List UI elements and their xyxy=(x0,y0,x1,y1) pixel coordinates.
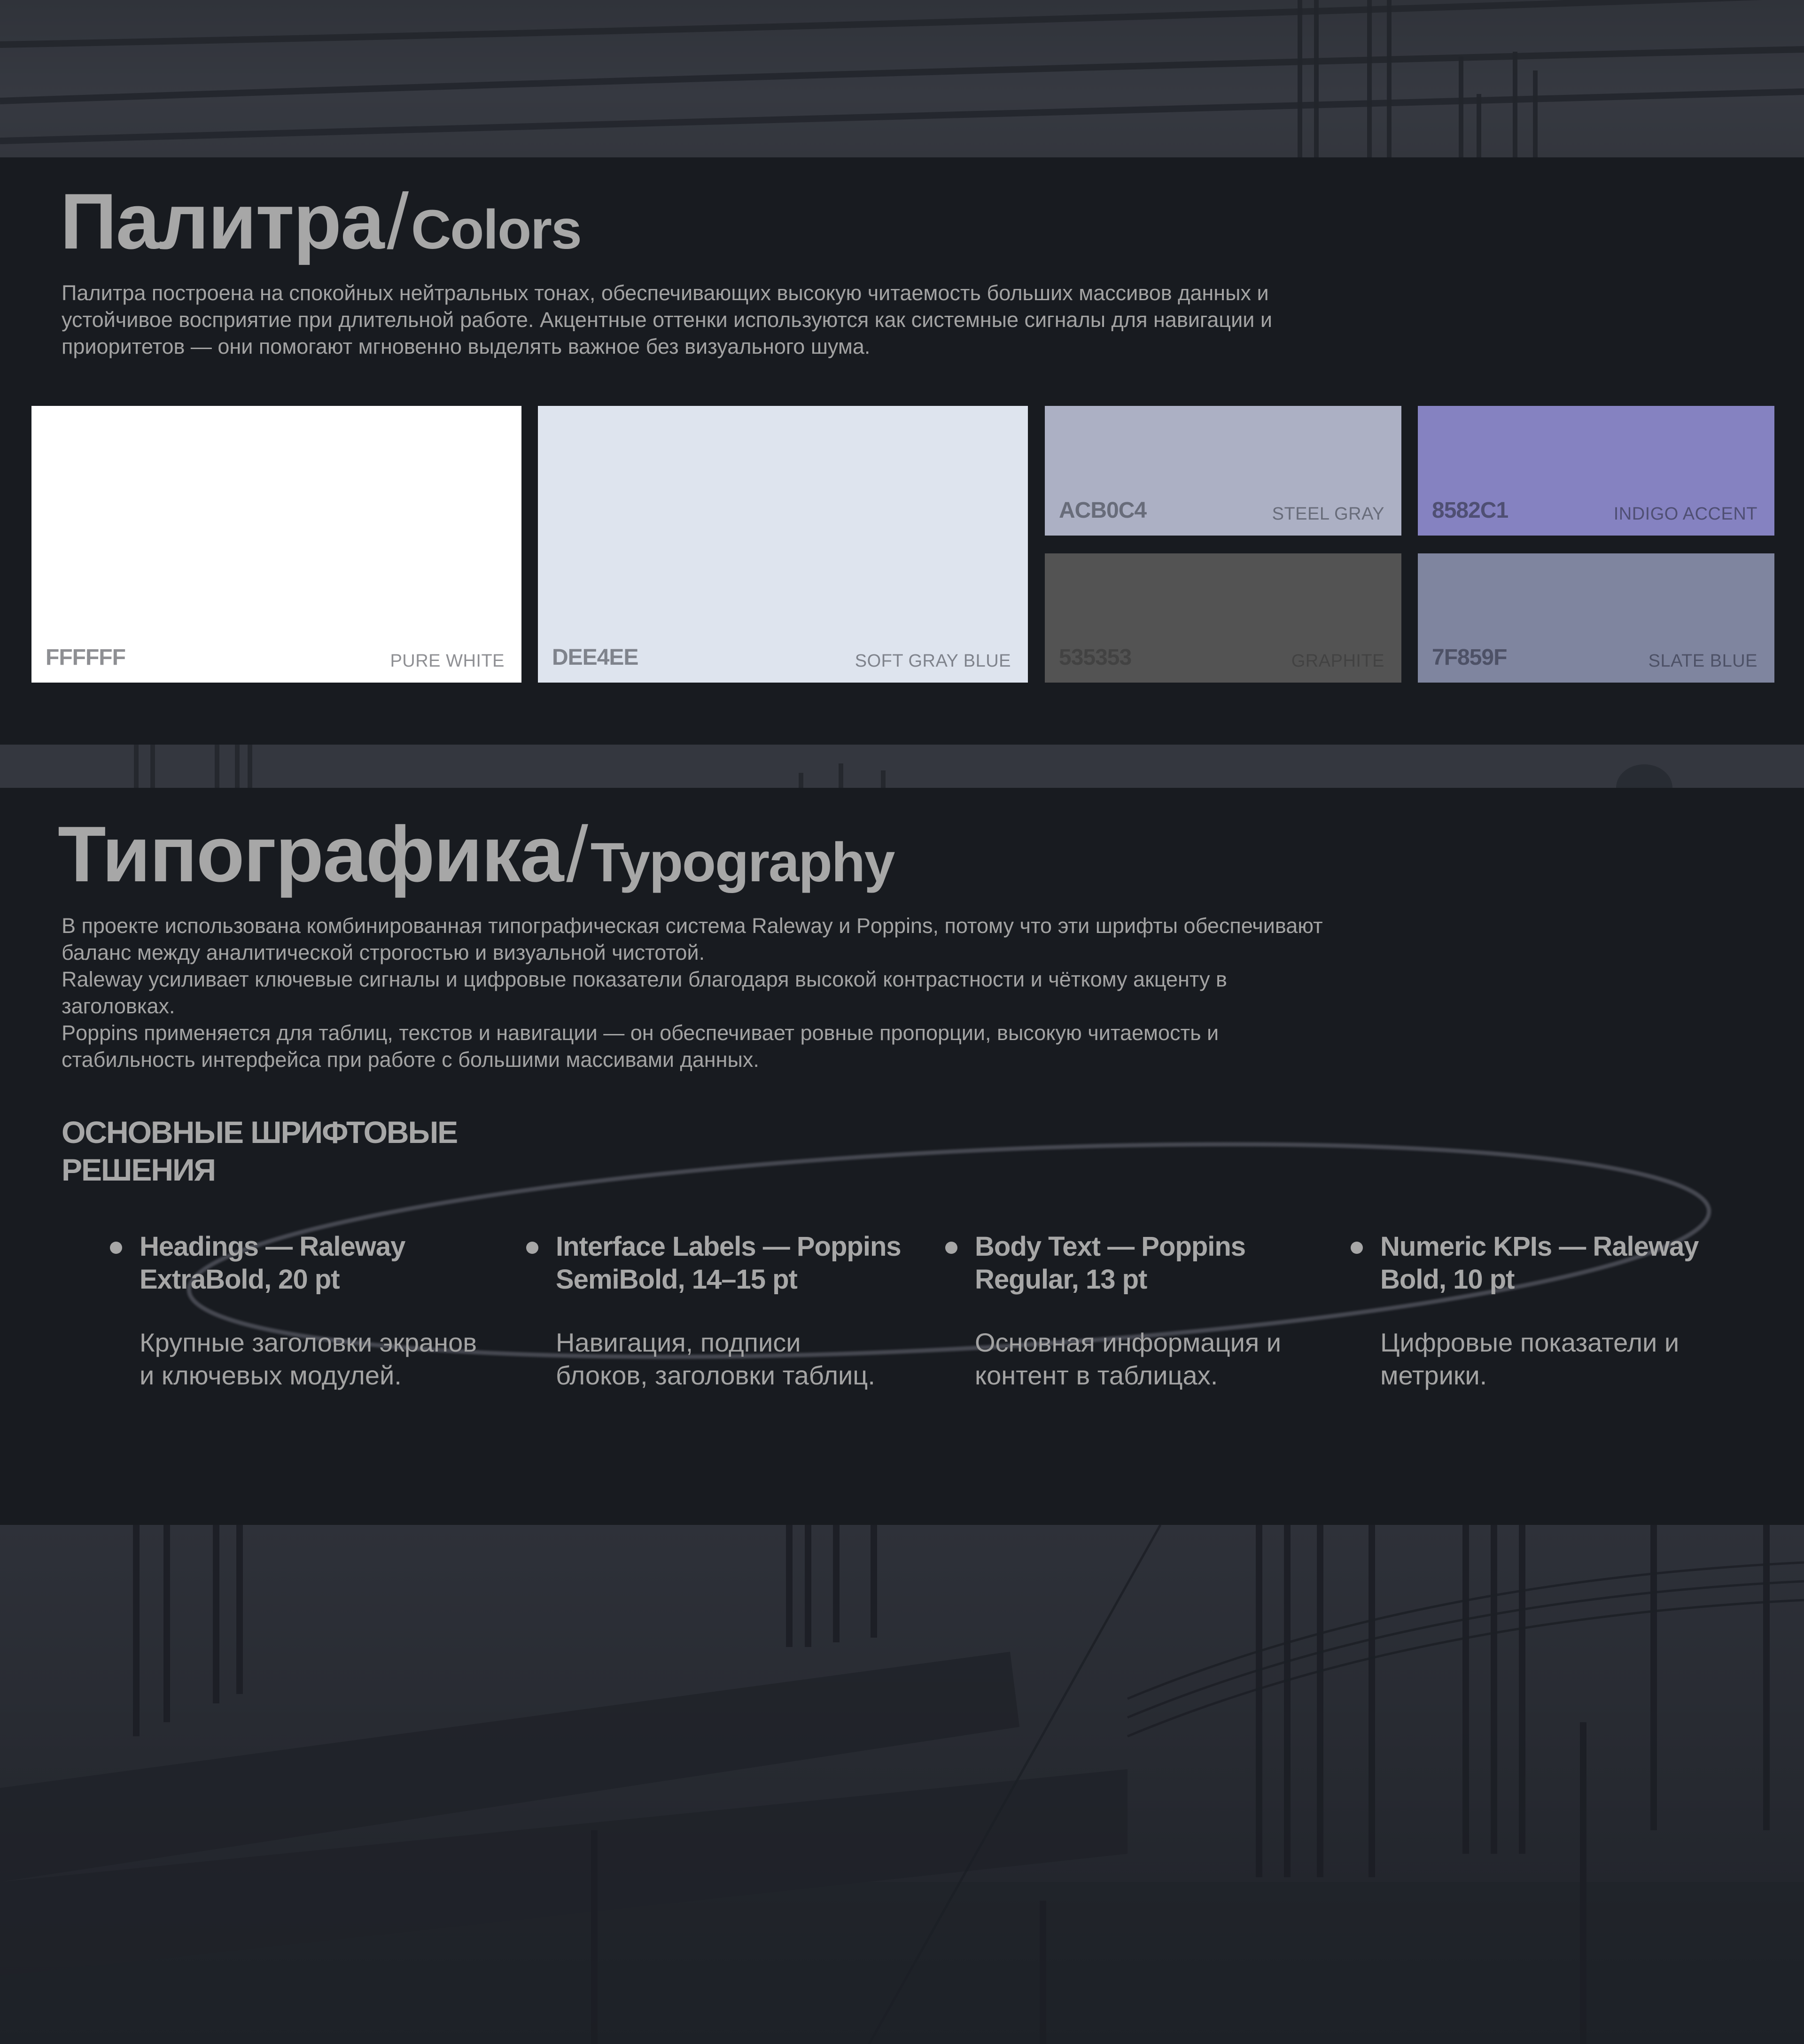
feature-title-line: Numeric KPIs — Raleway xyxy=(1380,1231,1699,1262)
background-photo-top xyxy=(0,0,1804,157)
feature-title-line: Body Text — Poppins xyxy=(975,1231,1246,1262)
feature-desc-line: блоков, заголовки таблиц. xyxy=(556,1360,875,1390)
typography-title-ru: Типографика xyxy=(58,810,563,898)
bullet-icon xyxy=(110,1242,122,1254)
swatch-hex: DEE4EE xyxy=(552,645,638,670)
subheading-line: ОСНОВНЫЕ ШРИФТОВЫЕ xyxy=(62,1115,458,1150)
background-photo-strip xyxy=(0,745,1804,788)
feature-desc-line: метрики. xyxy=(1380,1360,1487,1390)
typography-title xyxy=(58,809,894,900)
feature-description xyxy=(556,1326,932,1392)
feature-title xyxy=(975,1230,1351,1296)
scaffold-silhouette-icon xyxy=(0,745,1804,788)
swatch-name: PURE WHITE xyxy=(390,651,505,671)
feature-desc-line: Цифровые показатели и xyxy=(1380,1328,1680,1357)
swatch-name: INDIGO ACCENT xyxy=(1613,504,1757,524)
title-divider: / xyxy=(387,177,408,265)
swatch-steel-gray xyxy=(1045,406,1401,536)
swatch-indigo-accent xyxy=(1418,406,1774,536)
colors-description xyxy=(62,280,1272,360)
feature-description xyxy=(140,1326,515,1392)
swatch-name: GRAPHITE xyxy=(1291,651,1384,671)
description-line: заголовках. xyxy=(62,994,175,1018)
swatch-soft-gray-blue xyxy=(538,406,1028,683)
feature-title-line: ExtraBold, 20 pt xyxy=(140,1264,340,1295)
swatch-slate-blue xyxy=(1418,553,1774,683)
typography-title-en: Typography xyxy=(590,832,894,894)
swatch-name: SOFT GRAY BLUE xyxy=(855,651,1011,671)
description-line: стабильность интерфейса при работе с большими массивами данных. xyxy=(62,1048,759,1072)
description-line: Poppins применяется для таблиц, текстов и навигации — он обеспечивает ровные пропорции, высокую читаемость и xyxy=(62,1021,1219,1045)
description-line: приоритетов — они помогают мгновенно выделять важное без визуального шума. xyxy=(62,334,871,358)
colors-title-en: Colors xyxy=(411,199,581,261)
feature-title xyxy=(1380,1230,1756,1296)
feature-title xyxy=(556,1230,932,1296)
swatch-hex: 535353 xyxy=(1059,645,1132,670)
feature-desc-line: Крупные заголовки экранов xyxy=(140,1328,477,1357)
feature-numeric-kpis xyxy=(1380,1230,1756,1392)
feature-description xyxy=(1380,1326,1756,1392)
bullet-icon xyxy=(1351,1242,1363,1254)
feature-desc-line: и ключевых модулей. xyxy=(140,1360,402,1390)
scaffold-silhouette-icon xyxy=(0,0,1804,157)
swatch-name: STEEL GRAY xyxy=(1272,504,1384,524)
description-line: В проекте использована комбинированная типографическая система Raleway и Poppins, потому что эти шрифты обеспечивают xyxy=(62,914,1323,938)
subheading-line: РЕШЕНИЯ xyxy=(62,1152,215,1187)
description-line: устойчивое восприятие при длительной работе. Акцентные оттенки используются как системные сигналы для навигации и xyxy=(62,308,1272,332)
feature-title xyxy=(140,1230,515,1296)
typography-description xyxy=(62,912,1323,1073)
colors-section xyxy=(0,157,1804,745)
feature-desc-line: Основная информация и xyxy=(975,1328,1282,1357)
swatch-hex: ACB0C4 xyxy=(1059,498,1147,523)
font-decisions-heading xyxy=(62,1113,457,1189)
swatch-hex: 8582C1 xyxy=(1432,498,1509,523)
swatch-hex: FFFFFF xyxy=(46,645,125,670)
feature-title-line: Interface Labels — Poppins xyxy=(556,1231,901,1262)
title-divider: / xyxy=(566,810,587,898)
description-line: Палитра построена на спокойных нейтральных тонах, обеспечивающих высокую читаемость больших массивов данных и xyxy=(62,281,1269,305)
swatch-graphite xyxy=(1045,553,1401,683)
swatch-pure-white xyxy=(31,406,521,683)
swatch-name: SLATE BLUE xyxy=(1648,651,1757,671)
construction-site-silhouette-icon xyxy=(0,1525,1804,2044)
colors-title xyxy=(60,176,581,267)
feature-interface-labels xyxy=(556,1230,932,1392)
feature-headings xyxy=(140,1230,515,1392)
bullet-icon xyxy=(526,1242,538,1254)
background-photo-bottom xyxy=(0,1525,1804,2044)
bullet-icon xyxy=(945,1242,957,1254)
colors-title-ru: Палитра xyxy=(60,177,384,265)
description-line: Raleway усиливает ключевые сигналы и цифровые показатели благодаря высокой контрастности и чёткому акценту в xyxy=(62,967,1227,991)
feature-title-line: Headings — Raleway xyxy=(140,1231,405,1262)
typography-section xyxy=(0,788,1804,1525)
feature-title-line: Bold, 10 pt xyxy=(1380,1264,1515,1295)
feature-title-line: SemiBold, 14–15 pt xyxy=(556,1264,797,1295)
description-line: баланс между аналитической строгостью и визуальной чистотой. xyxy=(62,940,705,964)
feature-desc-line: Навигация, подписи xyxy=(556,1328,801,1357)
feature-desc-line: контент в таблицах. xyxy=(975,1360,1218,1390)
feature-description xyxy=(975,1326,1351,1392)
feature-title-line: Regular, 13 pt xyxy=(975,1264,1147,1295)
swatch-hex: 7F859F xyxy=(1432,645,1507,670)
feature-body-text xyxy=(975,1230,1351,1392)
